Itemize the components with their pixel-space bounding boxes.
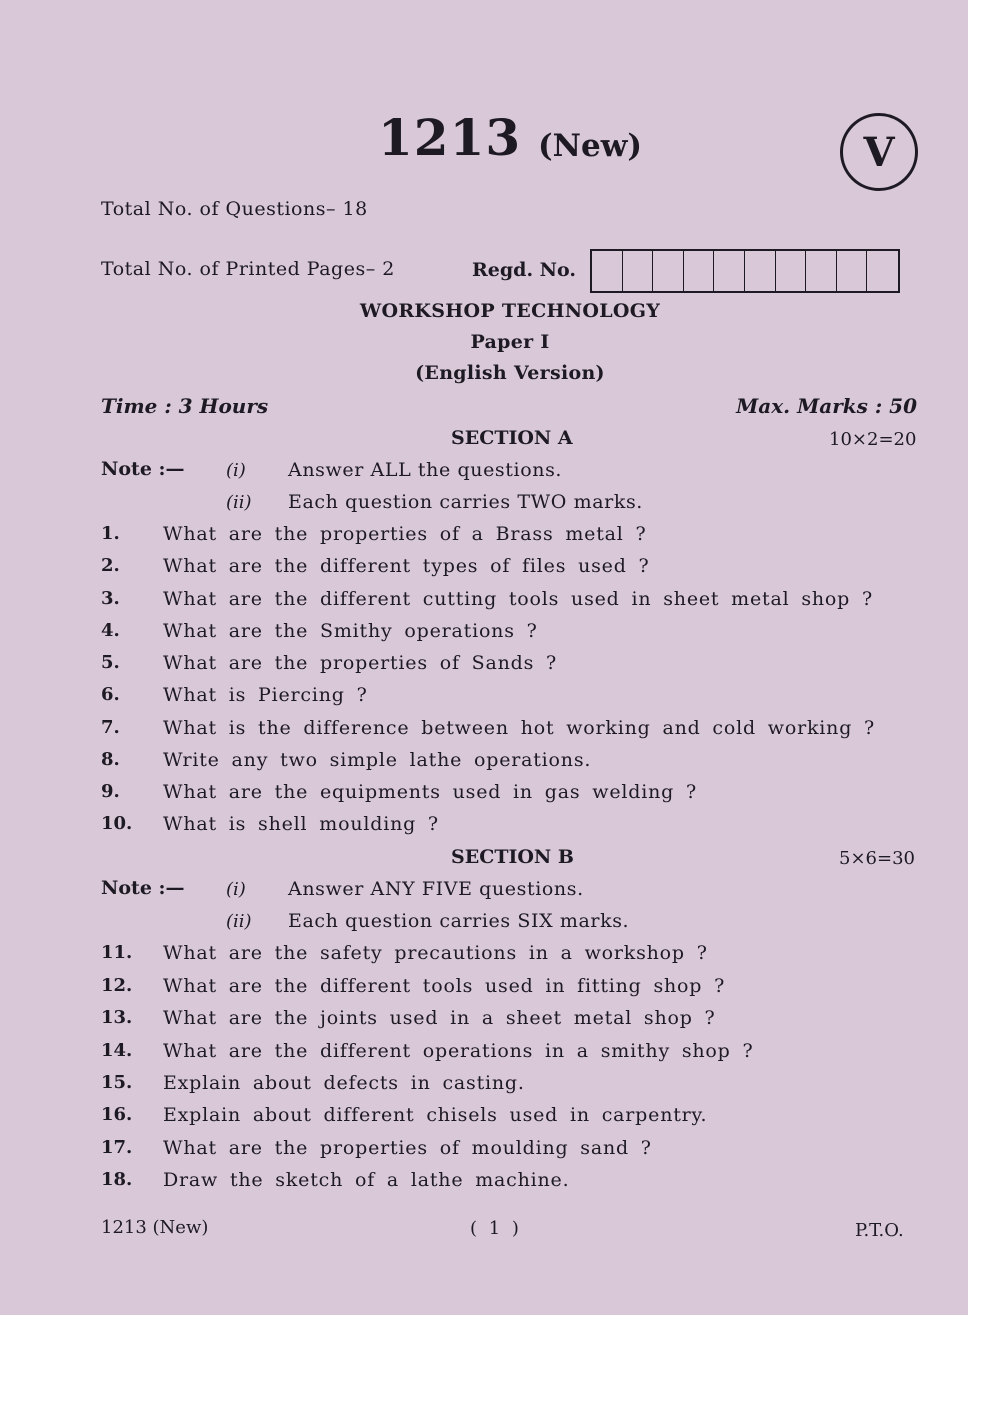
question-number: 14. [101, 1040, 133, 1061]
section-b-marks: 5×6=30 [839, 848, 915, 869]
question-number: 7. [101, 717, 120, 738]
question-number: 5. [101, 652, 120, 673]
question-text: Explain about different chisels used in carpentry. [163, 1104, 708, 1126]
note-number: (ii) [226, 492, 252, 513]
version-letter: V [863, 128, 895, 176]
question-number: 9. [101, 781, 120, 802]
time-allowed: Time : 3 Hours [101, 394, 269, 418]
question-text: What is the difference between hot working and cold working ? [163, 717, 875, 739]
regd-no-boxes [590, 249, 900, 293]
regd-digit-box[interactable] [867, 251, 898, 291]
question-text: Write any two simple lathe operations. [163, 749, 592, 771]
note-text: Answer ALL the questions. [288, 459, 563, 481]
note-text: Each question carries TWO marks. [288, 491, 643, 513]
question-text: What are the different types of files used ? [163, 555, 650, 577]
question-text: Explain about defects in casting. [163, 1072, 525, 1094]
pto-label: P.T.O. [855, 1220, 904, 1241]
question-text: What is shell moulding ? [163, 813, 439, 835]
total-questions: Total No. of Questions– 18 [101, 198, 368, 220]
question-number: 1. [101, 523, 120, 544]
section-a-note-label: Note :— [101, 458, 185, 480]
question-text: What are the Smithy operations ? [163, 620, 538, 642]
question-number: 4. [101, 620, 120, 641]
section-b-note-label: Note :— [101, 877, 185, 899]
regd-digit-box[interactable] [837, 251, 868, 291]
paper-code: 1213 [378, 108, 522, 167]
regd-digit-box[interactable] [776, 251, 807, 291]
note-number: (ii) [226, 911, 252, 932]
note-number: (i) [226, 879, 246, 900]
regd-digit-box[interactable] [714, 251, 745, 291]
section-a-marks: 10×2=20 [829, 429, 917, 450]
regd-digit-box[interactable] [623, 251, 654, 291]
scan-margin [0, 1315, 988, 1408]
question-number: 17. [101, 1137, 133, 1158]
subject-title: WORKSHOP TECHNOLOGY [359, 300, 661, 322]
question-number: 8. [101, 749, 120, 770]
regd-digit-box[interactable] [745, 251, 776, 291]
regd-no-label: Regd. No. [472, 259, 576, 281]
question-number: 6. [101, 684, 120, 705]
page-number: ( 1 ) [470, 1218, 519, 1239]
question-text: What are the joints used in a sheet metal shop ? [163, 1007, 716, 1029]
question-text: What are the equipments used in gas welding ? [163, 781, 697, 803]
note-text: Each question carries SIX marks. [288, 910, 630, 932]
question-text: What are the safety precautions in a workshop ? [163, 942, 708, 964]
version-badge [840, 113, 918, 191]
question-number: 11. [101, 942, 133, 963]
question-number: 15. [101, 1072, 133, 1093]
question-text: What are the properties of Sands ? [163, 652, 557, 674]
question-number: 13. [101, 1007, 133, 1028]
footer-paper-code: 1213 (New) [101, 1217, 209, 1238]
question-text: What are the properties of moulding sand ? [163, 1137, 652, 1159]
question-text: Draw the sketch of a lathe machine. [163, 1169, 570, 1191]
section-b-title: SECTION B [451, 846, 574, 868]
question-text: What are the different cutting tools used in sheet metal shop ? [163, 588, 873, 610]
question-number: 3. [101, 588, 120, 609]
note-text: Answer ANY FIVE questions. [288, 878, 584, 900]
regd-digit-box[interactable] [684, 251, 715, 291]
question-number: 2. [101, 555, 120, 576]
question-text: What are the different tools used in fitting shop ? [163, 975, 726, 997]
note-number: (i) [226, 460, 246, 481]
question-text: What is Piercing ? [163, 684, 368, 706]
question-text: What are the different operations in a smithy shop ? [163, 1040, 754, 1062]
question-text: What are the properties of a Brass metal ? [163, 523, 647, 545]
max-marks: Max. Marks : 50 [736, 394, 917, 418]
regd-digit-box[interactable] [806, 251, 837, 291]
question-number: 10. [101, 813, 133, 834]
paper-title: Paper I [470, 331, 550, 353]
paper-edition: (New) [538, 128, 643, 164]
question-number: 16. [101, 1104, 133, 1125]
version-title: (English Version) [415, 362, 605, 384]
regd-digit-box[interactable] [653, 251, 684, 291]
section-a-title: SECTION A [451, 427, 573, 449]
question-number: 12. [101, 975, 133, 996]
regd-digit-box[interactable] [592, 251, 623, 291]
question-number: 18. [101, 1169, 133, 1190]
total-pages: Total No. of Printed Pages– 2 [101, 258, 395, 280]
